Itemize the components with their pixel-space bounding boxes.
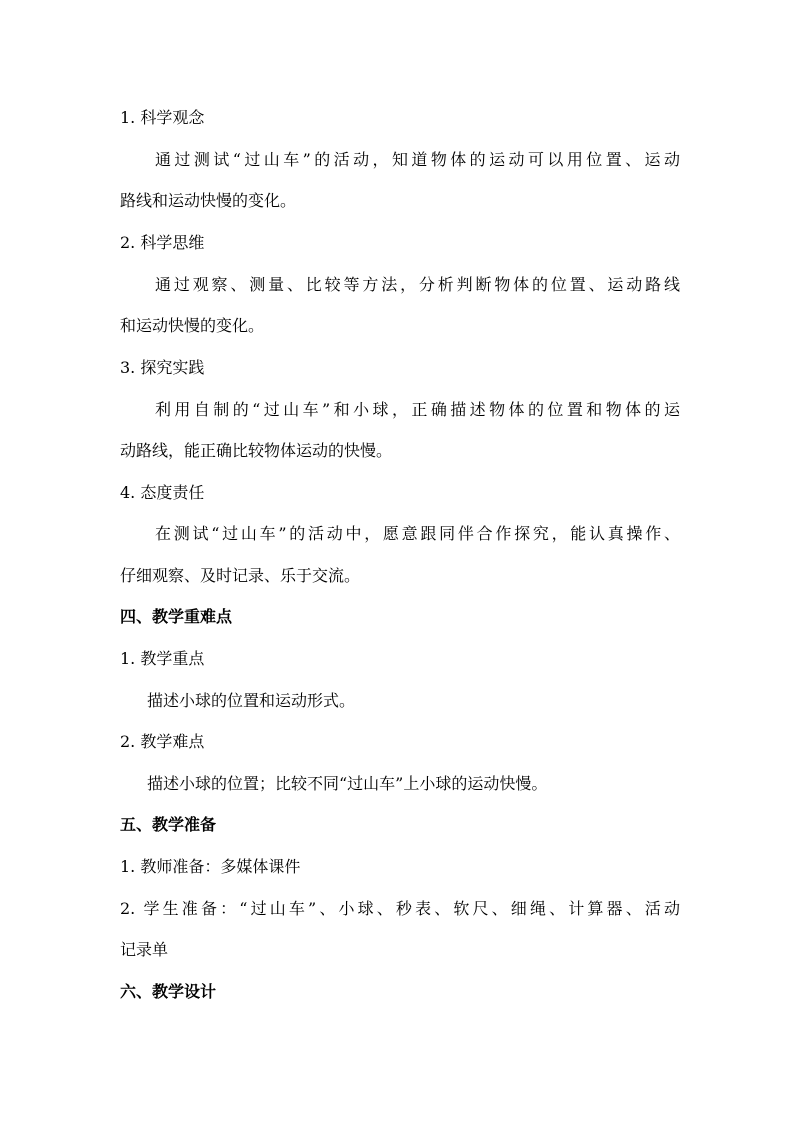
heading-preparation: 五、教学准备	[120, 815, 217, 834]
paragraph-line: 路线和运动快慢的变化。	[120, 191, 297, 210]
heading-key-difficult-points: 四、教学重难点	[120, 607, 233, 626]
paragraph-line: 通过观察、测量、比较等方法，分析判断物体的位置、运动路线	[155, 275, 680, 294]
heading-design: 六、教学设计	[120, 982, 217, 1001]
paragraph-line: 通过测试“过山车”的活动，知道物体的运动可以用位置、运动	[155, 150, 680, 169]
paragraph-line: 在测试“过山车”的活动中，愿意跟同伴合作探究，能认真操作、	[155, 524, 680, 543]
keypoint-text: 描述小球的位置和运动形式。	[147, 691, 356, 710]
paragraph-line: 仔细观察、及时记录、乐于交流。	[120, 566, 361, 585]
section-title-concept: 1. 科学观念	[120, 108, 205, 127]
section-title-attitude: 4. 态度责任	[120, 483, 205, 502]
section-title-practice: 3. 探究实践	[120, 358, 205, 377]
keypoint-text: 描述小球的位置；比较不同“过山车”上小球的运动快慢。	[147, 774, 548, 793]
prep-student-cont: 记录单	[120, 940, 169, 959]
prep-teacher: 1. 教师准备：多媒体课件	[120, 857, 301, 876]
paragraph-line: 动路线，能正确比较物体运动的快慢。	[120, 441, 393, 460]
paragraph-line: 和运动快慢的变化。	[120, 316, 265, 335]
paragraph-line: 利用自制的“过山车”和小球，正确描述物体的位置和物体的运	[155, 400, 680, 419]
keypoint-title: 1. 教学重点	[120, 649, 205, 668]
keypoint-title: 2. 教学难点	[120, 732, 205, 751]
prep-student: 2. 学生准备：“过山车”、小球、秒表、软尺、细绳、计算器、活动	[120, 899, 680, 918]
section-title-thinking: 2. 科学思维	[120, 233, 205, 252]
